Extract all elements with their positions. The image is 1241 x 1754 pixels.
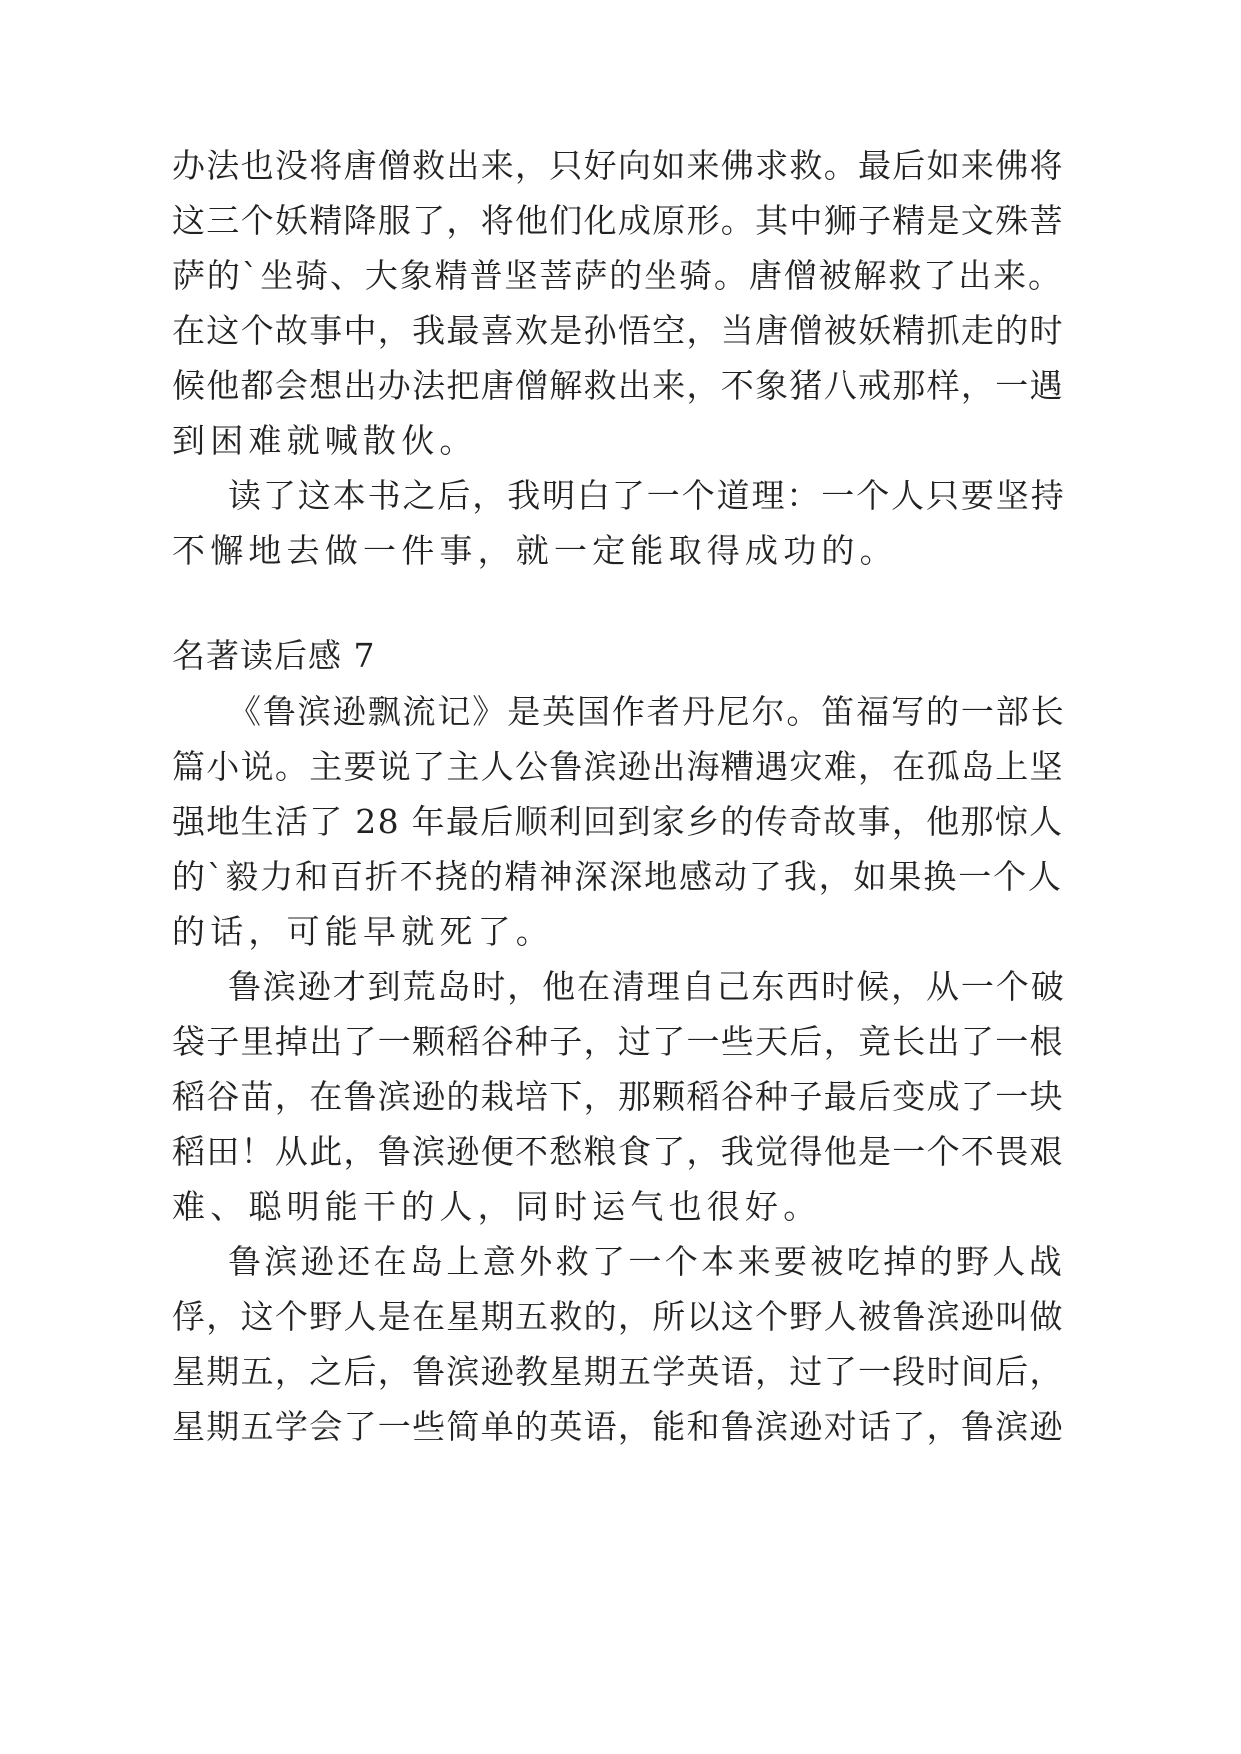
section-title: 名著读后感 7 <box>172 636 376 675</box>
text-line: 稻田！从此，鲁滨逊便不愁粮食了，我觉得他是一个不畏艰 <box>172 1132 1064 1171</box>
text-line: 读了这本书之后，我明白了一个道理：一个人只要坚持 <box>228 476 1066 515</box>
text-line: 俘，这个野人是在星期五救的，所以这个野人被鲁滨逊叫做 <box>172 1297 1064 1336</box>
text-line: 的话，可能早就死了。 <box>172 912 554 951</box>
text-line: 办法也没将唐僧救出来，只好向如来佛求救。最后如来佛将 <box>172 146 1064 185</box>
text-line: 候他都会想出办法把唐僧解救出来，不象猪八戒那样，一遇 <box>172 366 1064 405</box>
text-line: 稻谷苗，在鲁滨逊的栽培下，那颗稻谷种子最后变成了一块 <box>172 1077 1064 1116</box>
text-line: 强地生活了 28 年最后顺利回到家乡的传奇故事，他那惊人 <box>172 802 1064 841</box>
text-line: 鲁滨逊还在岛上意外救了一个本来要被吃掉的野人战 <box>228 1242 1066 1281</box>
text-line: 这三个妖精降服了，将他们化成原形。其中狮子精是文殊菩 <box>172 201 1064 240</box>
text-line: 星期五学会了一些简单的英语，能和鲁滨逊对话了，鲁滨逊 <box>172 1407 1064 1446</box>
text-line: 到困难就喊散伙。 <box>172 421 478 460</box>
text-line: 在这个故事中，我最喜欢是孙悟空，当唐僧被妖精抓走的时 <box>172 311 1064 350</box>
text-line: 不懈地去做一件事，就一定能取得成功的。 <box>172 531 898 570</box>
text-line: 袋子里掉出了一颗稻谷种子，过了一些天后，竟长出了一根 <box>172 1022 1064 1061</box>
text-line: 萨的`坐骑、大象精普坚菩萨的坐骑。唐僧被解救了出来。 <box>172 256 1063 295</box>
text-line: 星期五，之后，鲁滨逊教星期五学英语，过了一段时间后， <box>172 1352 1064 1391</box>
text-line: 难、聪明能干的人，同时运气也很好。 <box>172 1187 822 1226</box>
text-line: 《鲁滨逊飘流记》是英国作者丹尼尔。笛福写的一部长 <box>228 692 1066 731</box>
text-line: 鲁滨逊才到荒岛时，他在清理自己东西时候，从一个破 <box>228 967 1066 1006</box>
text-line: 篇小说。主要说了主人公鲁滨逊出海糟遇灾难，在孤岛上坚 <box>172 747 1064 786</box>
text-line: 的`毅力和百折不挠的精神深深地感动了我，如果换一个人 <box>172 857 1063 896</box>
